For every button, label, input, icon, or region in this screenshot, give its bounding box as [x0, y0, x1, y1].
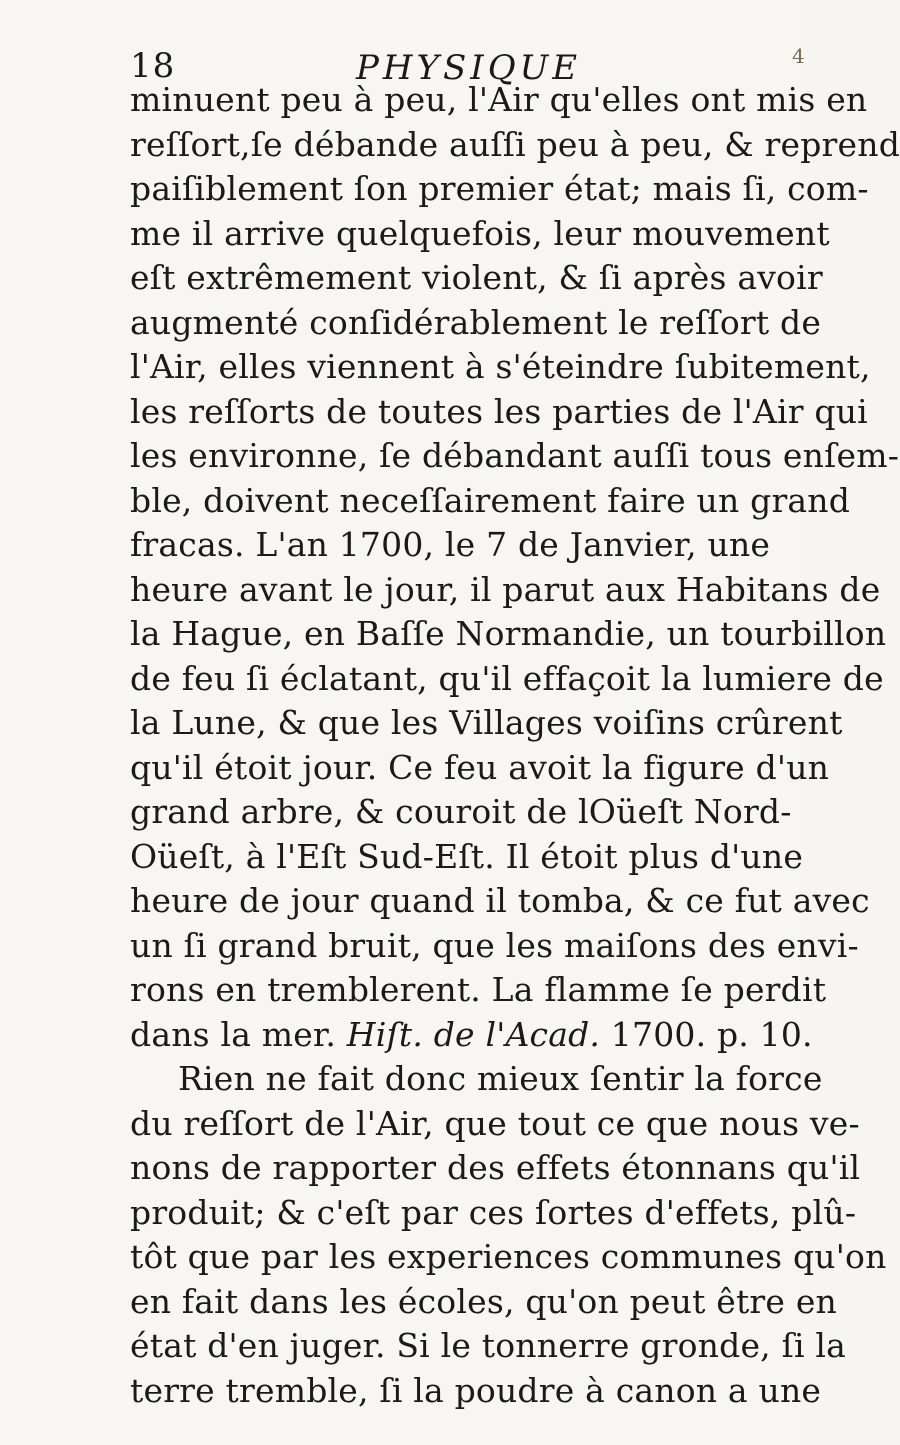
- text-line: produit; & c'eſt par ces ſortes d'effets, plû-: [130, 1192, 857, 1232]
- text-line: reſſort,ſe débande auſſi peu à peu, & reprend: [130, 124, 900, 164]
- text-line: fracas. L'an 1700, le 7 de Janvier, une: [130, 525, 771, 564]
- text-line: la Lune, & que les Villages voiſins crûrent: [130, 703, 843, 742]
- citation-line: [130, 1013, 813, 1058]
- corner-mark: 4: [792, 44, 805, 68]
- text-line: nons de rapporter des effets étonnans qu'il: [130, 1148, 861, 1187]
- text-line: augmenté conſidérablement le reſſort de: [130, 302, 822, 342]
- text-line: rons en tremblerent. La flamme ſe perdit: [130, 970, 827, 1009]
- text-line: en fait dans les écoles, qu'on peut être en: [130, 1281, 838, 1321]
- page-number: 18: [130, 46, 176, 86]
- text-line: me il arrive quelquefois, leur mouvement: [130, 213, 830, 253]
- text-line: paiſiblement ſon premier état; mais ſi, com-: [130, 169, 869, 208]
- text-line: la Hague, en Baſſe Normandie, un tourbillon: [130, 614, 887, 653]
- running-head: PHYSIQUE: [356, 48, 582, 88]
- text-line: terre tremble, ſi la poudre à canon a une: [130, 1370, 822, 1410]
- text-line: Oüeſt, à l'Eſt Sud-Eſt. Il étoit plus d'une: [130, 836, 804, 876]
- text-line: les reſſorts de toutes les parties de l'Air qui: [130, 391, 868, 431]
- text-line: tôt que par les experiences communes qu'on: [130, 1237, 887, 1276]
- text-line: du reſſort de l'Air, que tout ce que nous ve-: [130, 1103, 860, 1143]
- text-line: eſt extrêmement violent, & ſi après avoir: [130, 258, 823, 297]
- text-line: minuent peu à peu, l'Air qu'elles ont mis en: [130, 80, 868, 119]
- text-line: l'Air, elles viennent à s'éteindre ſubitement,: [130, 347, 871, 386]
- citation-before: dans la mer.: [130, 1014, 347, 1054]
- text-line: les environne, ſe débandant auſſi tous enſem-: [130, 436, 900, 475]
- text-line: heure de jour quand il tomba, & ce fut avec: [130, 881, 870, 920]
- text-line: de feu ſi éclatant, qu'il effaçoit la lumiere de: [130, 658, 884, 698]
- text-line: un ſi grand bruit, que les maiſons des envi-: [130, 925, 859, 965]
- text-line: grand arbre, & couroit de lOüeſt Nord-: [130, 792, 792, 831]
- body-text: [130, 78, 900, 1413]
- citation-reference: Hiſt. de l'Acad.: [346, 1014, 601, 1054]
- paragraph-start-line: Rien ne fait donc mieux ſentir la force: [178, 1059, 823, 1098]
- text-line: qu'il étoit jour. Ce feu avoit la figure d'un: [130, 747, 830, 787]
- text-line: heure avant le jour, il parut aux Habitans de: [130, 569, 881, 609]
- text-line: ble, doivent neceſſairement faire un grand: [130, 480, 851, 520]
- text-line: état d'en juger. Si le tonnerre gronde, ſi la: [130, 1326, 847, 1365]
- citation-after: 1700. p. 10.: [600, 1014, 813, 1054]
